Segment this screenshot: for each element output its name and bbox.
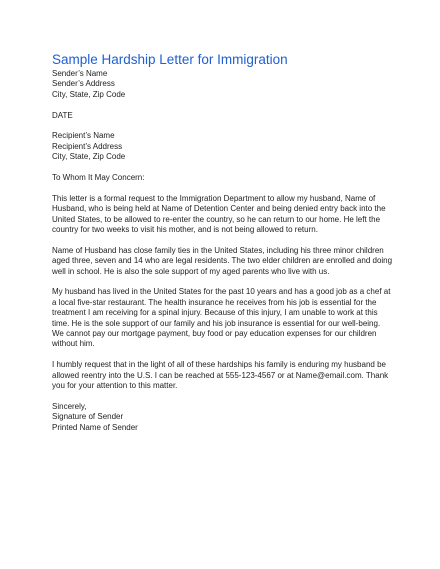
recipient-address: Recipient’s Address [52,141,123,151]
paragraph-line: I humbly request that in the light of all of these hardships his family is enduring my husband be [52,360,386,370]
paragraph-line: well in school. He is also the sole support of my aged parents who live with us. [52,266,330,276]
closing-block [52,402,402,433]
recipient-city-state-zip: City, State, Zip Code [52,152,126,162]
salutation-block [52,173,402,183]
paragraph-line: Name of Husband has close family ties in the United States, including his three minor children [52,245,384,255]
closing-valediction: Sincerely, [52,401,87,411]
paragraph-line: This letter is a formal request to the Immigration Department to allow my husband, Name of [52,193,376,203]
signature-line: Signature of Sender [52,412,124,422]
body-paragraph-employment [52,287,402,349]
paragraph-line: a local five-star restaurant. The health insurance he receives from his job is essential for the [52,297,377,307]
paragraph-line: time. He is the sole support of our family and his job insurance is essential for our well-being. [52,318,381,328]
hardship-letter [52,52,402,443]
recipient-name: Recipient’s Name [52,131,115,141]
recipient-block [52,131,402,162]
paragraph-line: allowed reentry into the U.S. I can be reached at 555-123-4567 or at Name@email.com. Thank [52,370,389,380]
date-block [52,111,402,121]
paragraph-line: country for two weeks to visit his mother, and is not being allowed to return. [52,225,318,235]
paragraph-line: without him. [52,339,95,349]
body-paragraph-family-ties [52,246,402,277]
salutation: To Whom It May Concern: [52,173,145,183]
paragraph-line: My husband has lived in the United States for the past 10 years and has a good job as a chef at [52,287,391,297]
paragraph-line: United States, to be allowed to re-enter the country, so he can return to our home. He left the [52,214,381,224]
body-paragraph-request [52,194,402,236]
printed-name-line: Printed Name of Sender [52,422,138,432]
paragraph-line: Husband, who is being held at Name of Detention Center and being denied entry back into the [52,204,386,214]
document-title: Sample Hardship Letter for Immigration [52,52,288,67]
letter-date: DATE [52,110,73,120]
paragraph-line: treatment I am receiving for a spinal injury. Because of this injury, I am unable to work at this [52,308,378,318]
sender-block [52,69,402,100]
sender-city-state-zip: City, State, Zip Code [52,89,126,99]
sender-name: Sender’s Name [52,69,108,78]
paragraph-line: aged three, seven and 14 who are legal residents. The two elder children are enrolled and doing [52,256,393,266]
paragraph-line: you for your attention to this matter. [52,381,178,391]
sender-address: Sender’s Address [52,79,115,89]
body-paragraph-closing-request [52,360,402,391]
paragraph-line: We cannot pay our mortgage payment, buy food or pay education expenses for our children [52,329,377,339]
